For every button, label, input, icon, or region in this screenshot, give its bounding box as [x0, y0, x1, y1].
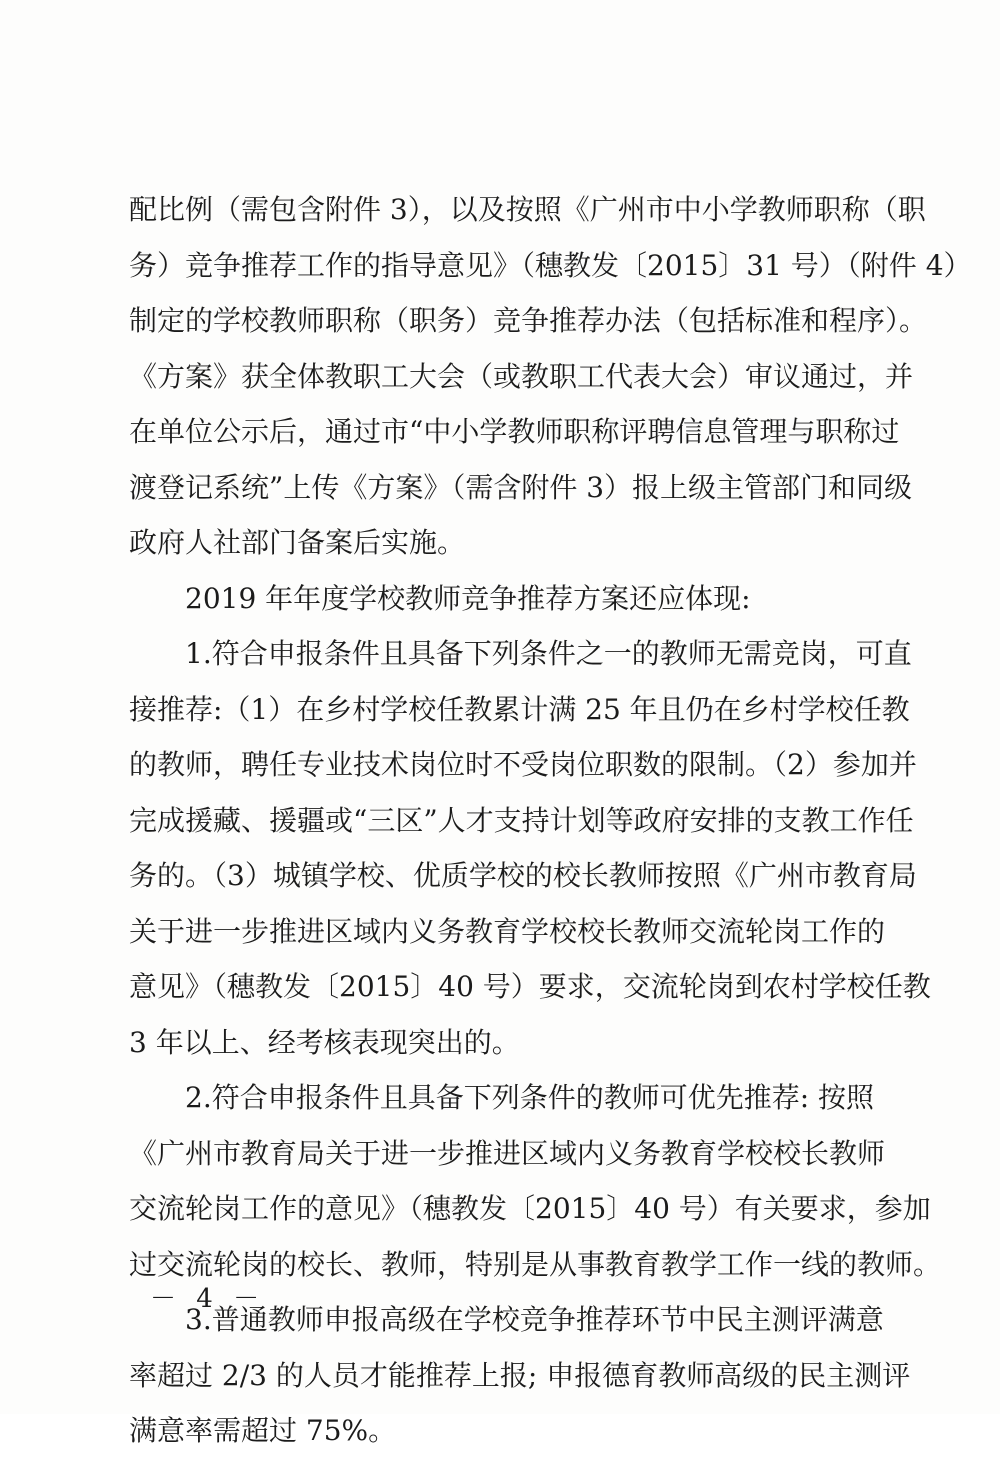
body-line: 接推荐:（1）在乡村学校任教累计满 25 年且仍在乡村学校任教 — [129, 692, 910, 726]
list-item-2-line: 2.符合申报条件且具备下列条件的教师可优先推荐: 按照 — [185, 1081, 875, 1114]
body-line: 《方案》获全体教职工大会（或教职工代表大会）审议通过，并 — [129, 359, 914, 393]
body-line: 《广州市教育局关于进一步推进区域内义务教育学校校长教师 — [129, 1136, 886, 1170]
body-line: 过交流轮岗的校长、教师，特别是从事教育教学工作一线的教师。 — [129, 1247, 942, 1281]
list-item-3-line: 3.普通教师申报高级在学校竞争推荐环节中民主测评满意 — [185, 1303, 884, 1336]
body-line: 务）竞争推荐工作的指导意见》（穗教发〔2015〕31 号）（附件 4） — [129, 248, 972, 282]
body-line: 配比例（需包含附件 3），以及按照《广州市中小学教师职称（职 — [129, 193, 926, 226]
body-line: 率超过 2/3 的人员才能推荐上报; 申报德育教师高级的民主测评 — [129, 1358, 911, 1392]
body-line: 满意率需超过 75%。 — [129, 1414, 397, 1447]
body-line: 制定的学校教师职称（职务）竞争推荐办法（包括标准和程序）。 — [129, 304, 928, 337]
body-line: 务的。（3）城镇学校、优质学校的校长教师按照《广州市教育局 — [129, 859, 917, 892]
body-line: 完成援藏、援疆或“三区”人才支持计划等政府安排的支教工作任 — [129, 803, 914, 837]
body-line: 在单位公示后，通过市“中小学教师职称评聘信息管理与职称过 — [129, 415, 900, 448]
document-body — [129, 182, 972, 1459]
section-intro-line: 2019 年年度学校教师竞争推荐方案还应体现: — [185, 581, 751, 615]
body-line: 渡登记系统”上传《方案》（需含附件 3）报上级主管部门和同级 — [129, 470, 913, 504]
body-line: 的教师，聘任专业技术岗位时不受岗位职数的限制。（2）参加并 — [129, 748, 917, 781]
page-number: － 4 － — [150, 1284, 266, 1314]
list-item-1-line: 1.符合申报条件且具备下列条件之一的教师无需竞岗，可直 — [185, 637, 912, 670]
body-line: 意见》（穗教发〔2015〕40 号）要求，交流轮岗到农村学校任教 — [129, 970, 931, 1003]
body-line: 关于进一步推进区域内义务教育学校校长教师交流轮岗工作的 — [129, 914, 886, 948]
body-line: 3 年以上、经考核表现突出的。 — [129, 1025, 520, 1059]
body-line: 交流轮岗工作的意见》（穗教发〔2015〕40 号）有关要求，参加 — [129, 1192, 931, 1225]
body-line: 政府人社部门备案后实施。 — [129, 526, 466, 559]
